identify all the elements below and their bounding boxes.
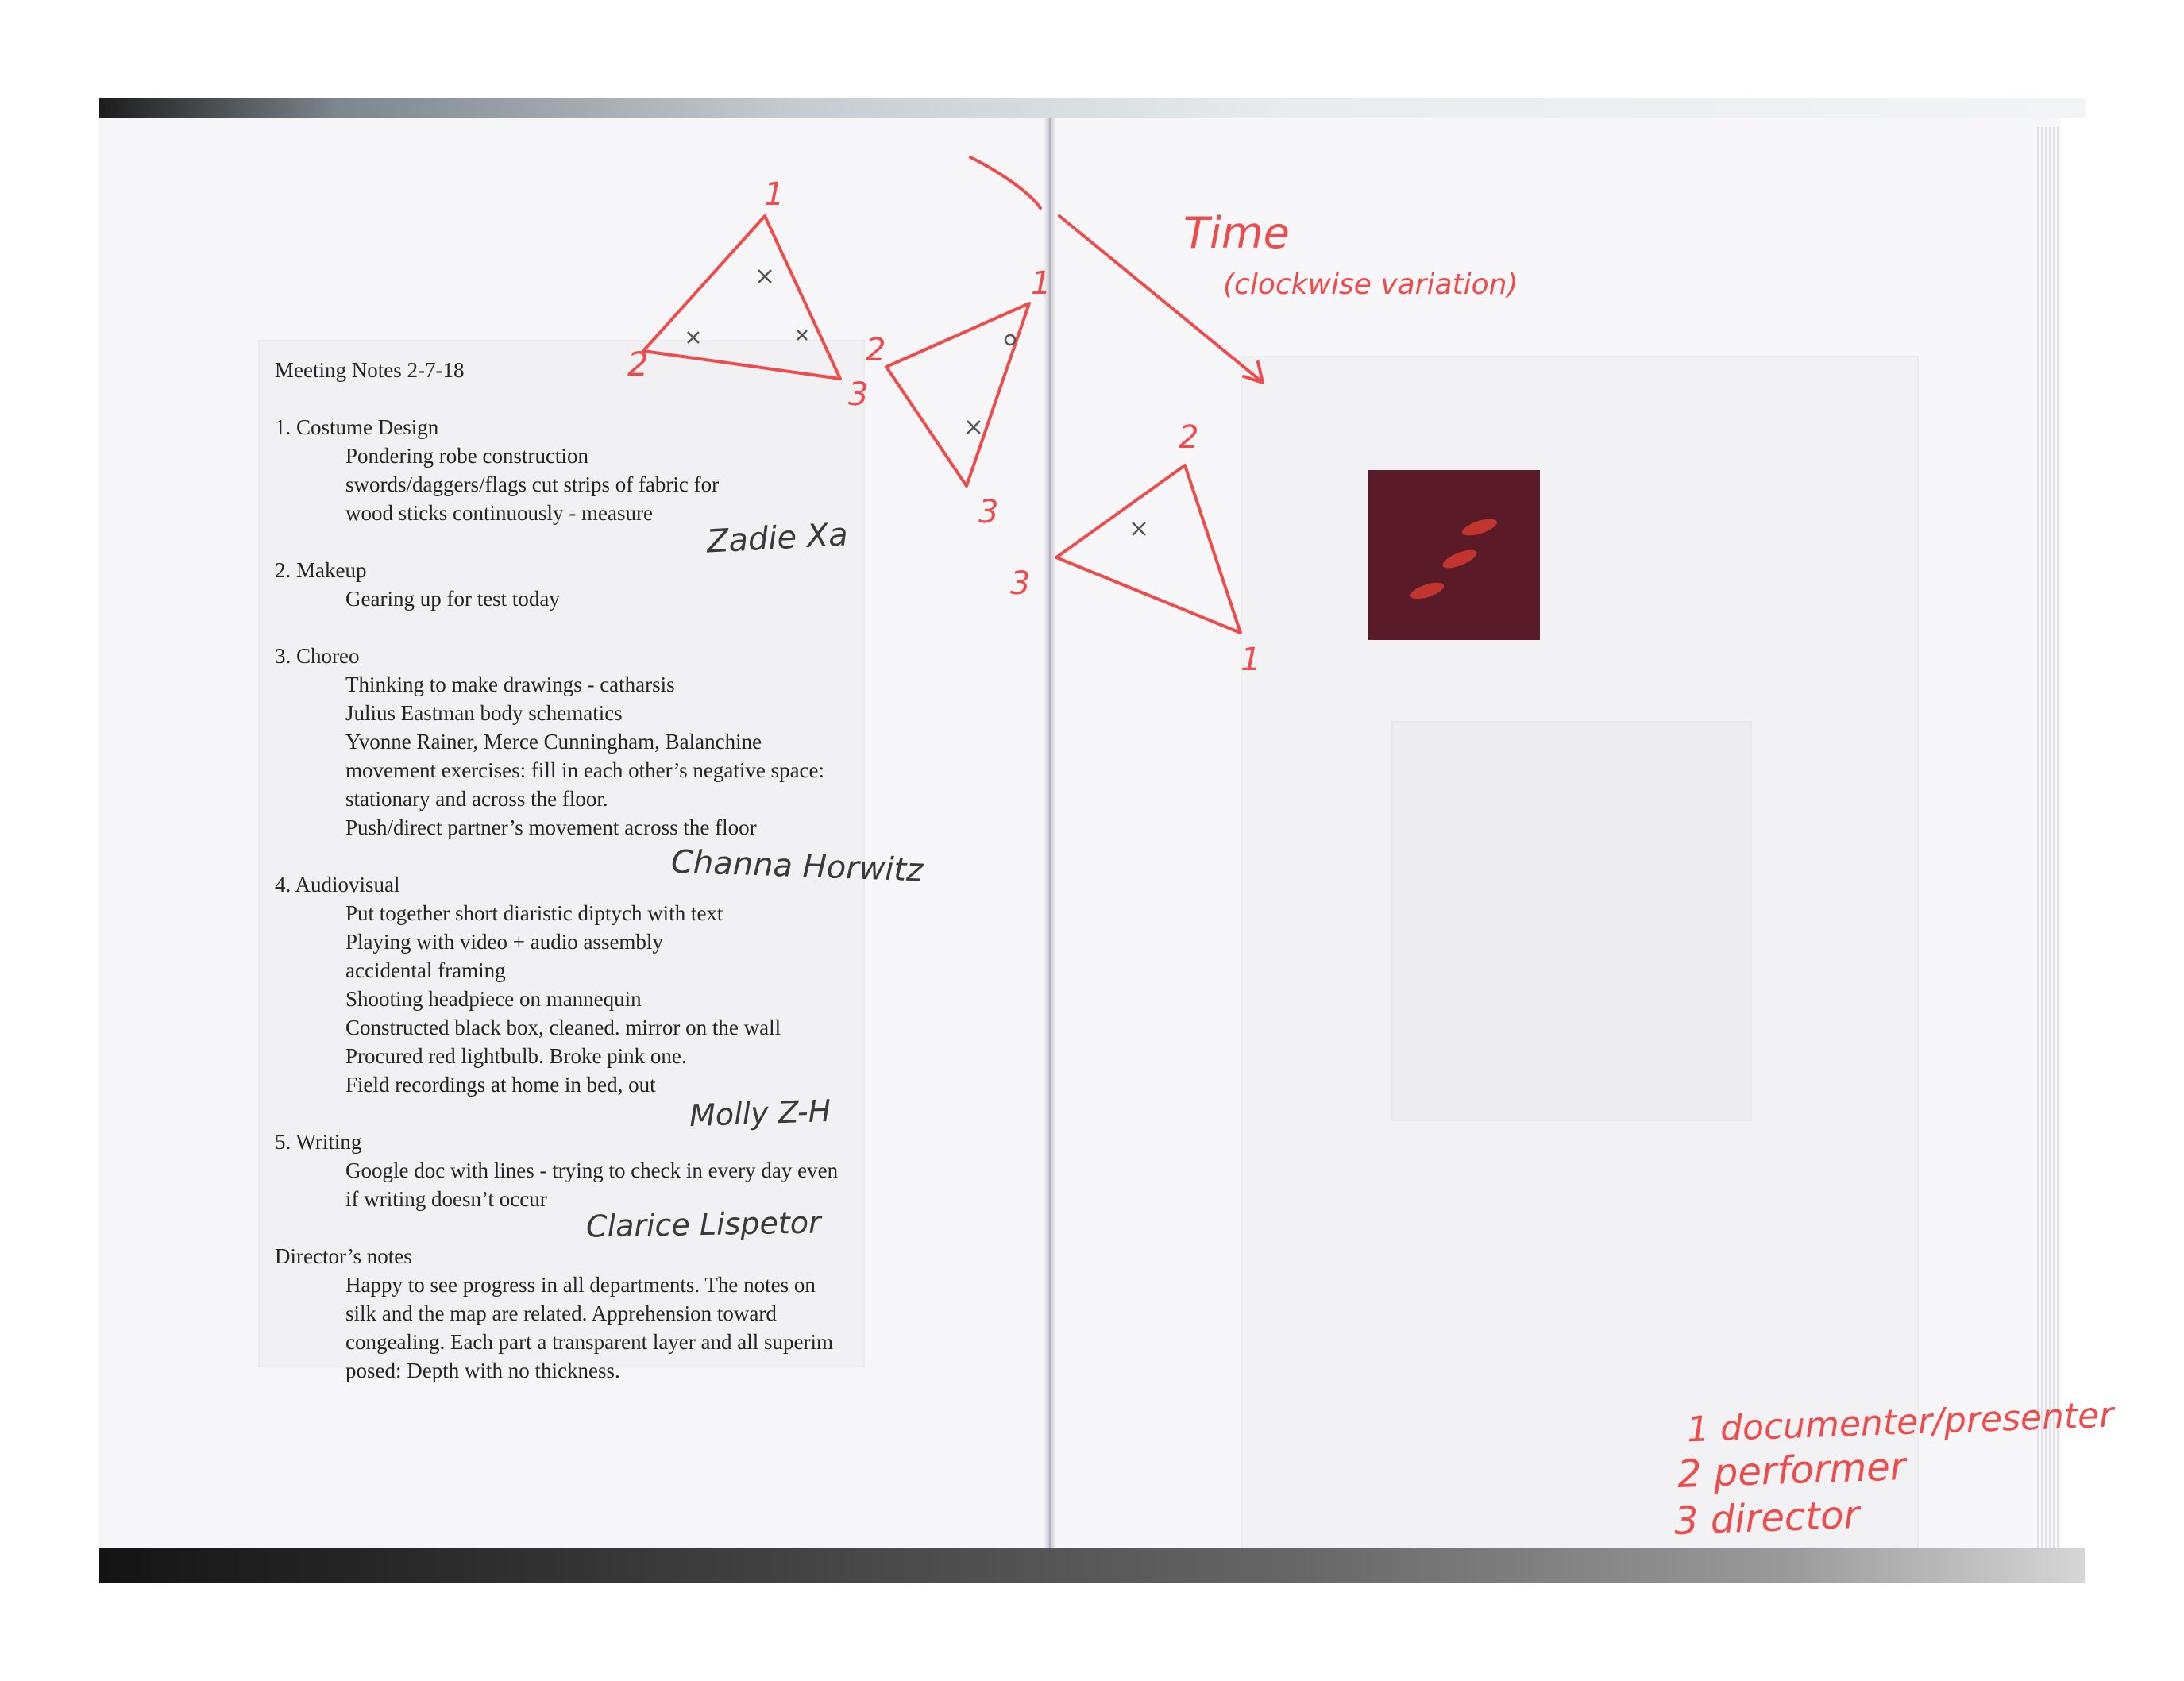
legend-item-director: 3 director xyxy=(1673,1492,1861,1544)
section-heading: 3. Choreo xyxy=(275,644,360,668)
triangle-b-label-left: 2 xyxy=(866,332,886,368)
triangle-b-label-bottom: 3 xyxy=(978,494,999,530)
triangle-a-label-top: 1 xyxy=(764,176,785,213)
legend-item-performer: 2 performer xyxy=(1677,1444,1907,1498)
note-line: Thinking to make drawings - catharsis xyxy=(345,673,675,696)
note-line: Field recordings at home in bed, out xyxy=(345,1073,656,1097)
section-heading: Director’s notes xyxy=(275,1244,412,1268)
triangle-a-label-right: 3 xyxy=(848,376,869,413)
note-line: stationary and across the floor. xyxy=(345,787,608,811)
note-line: silk and the map are related. Apprehension toward xyxy=(345,1301,777,1325)
note-line: Procured red lightbulb. Broke pink one. xyxy=(345,1044,687,1068)
time-label: Time xyxy=(1183,208,1290,258)
note-line: if writing doesn’t occur xyxy=(345,1187,547,1211)
notes-title: Meeting Notes 2-7-18 xyxy=(275,358,465,382)
note-line: Gearing up for test today xyxy=(345,587,560,611)
note-line: Constructed black box, cleaned. mirror on the wall xyxy=(345,1016,781,1039)
triangle-c-label-top: 2 xyxy=(1179,419,1199,456)
section-heading: 2. Makeup xyxy=(275,558,367,582)
triangle-b xyxy=(886,303,1029,486)
note-line: Shooting headpiece on mannequin xyxy=(345,987,642,1011)
note-line: posed: Depth with no thickness. xyxy=(345,1359,620,1382)
clockwise-variation-label: (clockwise variation) xyxy=(1223,268,1518,301)
note-line: Happy to see progress in all departments. The notes on xyxy=(345,1273,816,1297)
handwritten-name-zadie: Zadie Xa xyxy=(705,516,849,561)
vertex-marks xyxy=(688,270,1145,535)
note-line: movement exercises: fill in each other’s negative space: xyxy=(345,758,825,782)
handwritten-name-clarice: Clarice Lispetor xyxy=(585,1205,822,1244)
note-line: Pondering robe construction xyxy=(345,444,588,468)
arrow-tail xyxy=(970,157,1040,208)
triangle-b-label-top: 1 xyxy=(1031,265,1051,302)
note-line: Julius Eastman body schematics xyxy=(345,701,623,725)
legend-item-documenter: 1 documenter/presenter xyxy=(1686,1394,2115,1451)
note-line: congealing. Each part a transparent layer and all superim xyxy=(345,1330,833,1354)
triangle-c-label-left: 3 xyxy=(1010,565,1031,602)
pasted-image xyxy=(1368,470,1540,640)
section-heading: 4. Audiovisual xyxy=(275,873,400,896)
note-line: Google doc with lines - trying to check in every day even xyxy=(345,1159,839,1182)
note-line: Put together short diaristic diptych with text xyxy=(345,901,723,925)
note-line: wood sticks continuously - measure xyxy=(345,501,653,525)
note-line: swords/daggers/flags cut strips of fabric for xyxy=(345,472,720,496)
note-line: accidental framing xyxy=(345,958,506,982)
triangle-a xyxy=(643,216,840,379)
handwritten-name-molly: Molly Z-H xyxy=(689,1093,832,1134)
triangle-c-label-bottom: 1 xyxy=(1241,642,1261,678)
note-line: Push/direct partner’s movement across the floor xyxy=(345,815,757,839)
handwritten-name-channa: Channa Horwitz xyxy=(670,843,924,889)
image-marks xyxy=(1368,470,1540,640)
note-line: Playing with video + audio assembly xyxy=(345,930,663,954)
section-heading: 1. Costume Design xyxy=(275,415,439,439)
section-heading: 5. Writing xyxy=(275,1130,362,1154)
triangle-c xyxy=(1056,465,1241,633)
triangle-a-label-left: 2 xyxy=(627,345,649,384)
note-line: Yvonne Rainer, Merce Cunningham, Balanchine xyxy=(345,730,762,754)
